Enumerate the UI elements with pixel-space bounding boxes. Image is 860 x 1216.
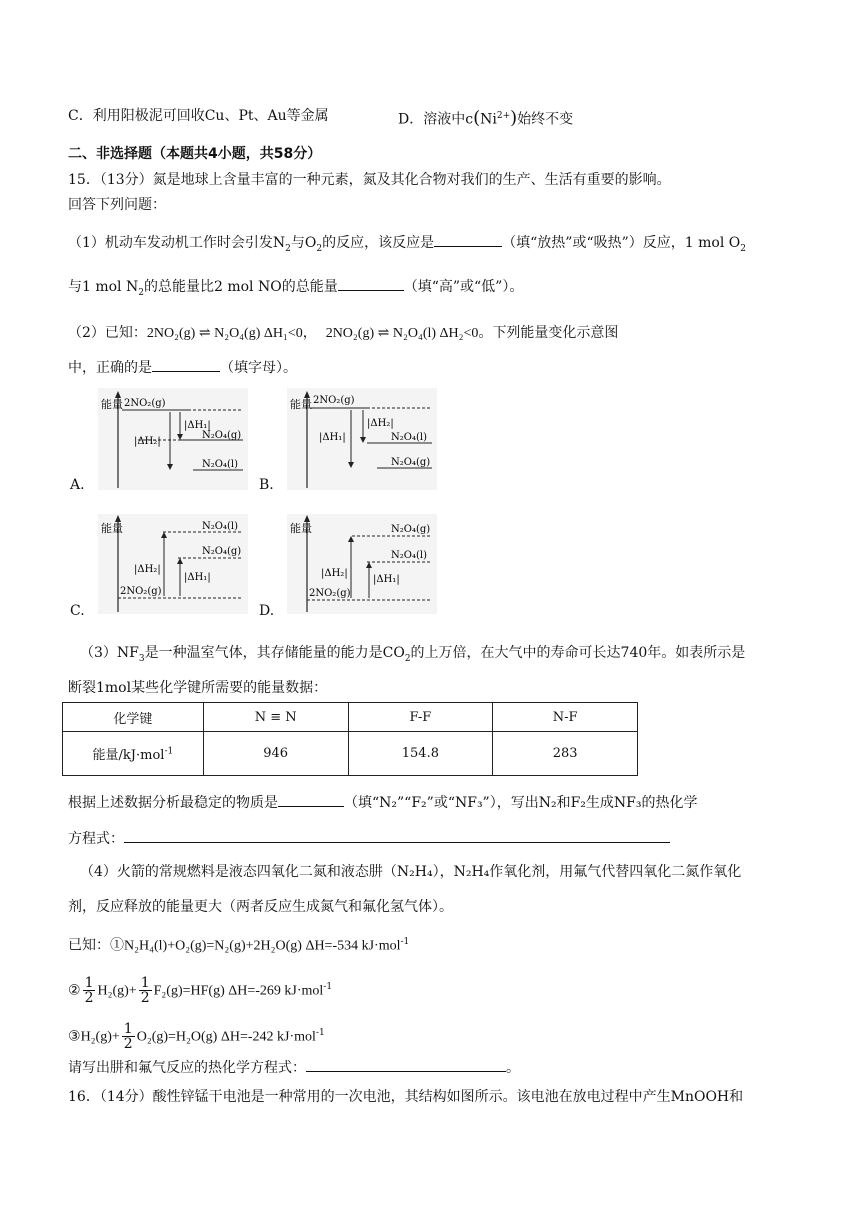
p1-b: 与O	[290, 235, 317, 251]
label-dh2: |ΔH₂|	[134, 436, 161, 447]
frac-num: 1	[84, 975, 94, 992]
p1-c: 的反应，该反应是	[322, 235, 435, 251]
eq2-index: ②	[68, 982, 81, 999]
p2-equation-2: 2NO₂(g) ⇌ N₂O₄(l) ΔH₂<0。	[325, 326, 493, 341]
option-d-suffix: 始终不变	[517, 111, 574, 128]
table-row	[63, 732, 638, 776]
answer-blank[interactable]	[338, 276, 404, 291]
label-n2o4l: N₂O₄(l)	[391, 550, 427, 561]
q15-part4-line2: 剂，反应释放的能量更大（两者反应生成氮气和氟化氢气体）。	[68, 899, 453, 915]
table-header: N-F	[493, 703, 638, 732]
answer-blank[interactable]	[278, 792, 344, 807]
diagram-option-a[interactable]: A.	[70, 477, 85, 493]
p1-e: 与1 mol N	[68, 279, 139, 295]
fraction	[83, 976, 96, 1005]
label-dh2: |ΔH₂|	[367, 418, 394, 429]
option-c-text: C．利用阳极泥可回收Cu、Pt、Au等金属	[68, 108, 329, 124]
label-2no2: 2NO₂(g)	[120, 586, 162, 597]
option-d-prefix: D．溶液中c	[398, 111, 474, 128]
label-dh1: |ΔH₁|	[184, 572, 211, 583]
p2-equation-1: 2NO₂(g) ⇌ N₂O₄(g) ΔH₁<0，	[146, 326, 317, 341]
q15-part2-line1	[68, 323, 618, 344]
q15-part1-line1: （1）机动车发动机工作时会引发$N_2$与$O_2$的反应，该反应是 （填“放热”或“吸热”）反应，1 mol $O_2$	[68, 232, 746, 259]
q15-part3-line1: $(3)NF_3$是一种温室气体，其存储能量的能力是$CO_2$的上万倍，在大气中的寿命可长达740年。如表所示是	[80, 645, 746, 664]
label-2no2: 2NO₂(g)	[313, 395, 355, 406]
label-n2o4g: N₂O₄(g)	[391, 457, 431, 468]
table-cell: 154.8	[348, 732, 493, 776]
label-n2o4l: N₂O₄(l)	[391, 432, 427, 443]
p4-end-tail: 。	[506, 1060, 520, 1076]
unit-sup: -1	[315, 1028, 325, 1038]
p1-g: （填“高”或“低”）。	[403, 279, 524, 295]
q16-intro: 16．（14分）酸性锌锰干电池是一种常用的一次电池，其结构如图所示。该电池在放电过程中产生MnOOH和	[68, 1089, 744, 1105]
row-label-sup: -1	[164, 746, 174, 757]
option-d-charge: 2+	[496, 111, 511, 121]
eq2-h2: H₂(g)+	[97, 983, 137, 999]
bond-energy-table	[62, 702, 638, 776]
unit-sup: -1	[323, 982, 333, 992]
p1-f: 的总能量比2 mol NO的总能量	[143, 279, 338, 295]
label-n2o4g: N₂O₄(g)	[391, 524, 431, 535]
q15-part3-line4	[68, 828, 670, 849]
label-dh1: |ΔH₁|	[373, 574, 400, 585]
p4-end: 请写出肼和氟气反应的热化学方程式：	[68, 1060, 306, 1076]
equation-1	[68, 932, 409, 957]
label-dh2: |ΔH₂|	[321, 568, 348, 579]
known-label: 已知：①	[68, 937, 124, 954]
answer-blank[interactable]	[306, 1057, 506, 1072]
label-n2o4g: N₂O₄(g)	[202, 546, 242, 557]
table-header: N ≡ N	[203, 703, 348, 732]
p1-a: （1）机动车发动机工作时会引发N	[68, 235, 286, 251]
equation-3	[68, 1016, 325, 1055]
label-dh2: |ΔH₂|	[134, 564, 161, 575]
q15-part4-final	[68, 1057, 520, 1078]
equation-2	[68, 970, 332, 1009]
eq3-index: ③	[68, 1028, 81, 1045]
eq3-h2: H₂(g)+	[80, 1029, 120, 1045]
q15-part2-line2	[68, 357, 297, 378]
label-n2o4l: N₂O₄(l)	[202, 459, 238, 470]
axis-label: 能量	[101, 398, 123, 411]
p2-a: （2）已知：	[68, 325, 147, 341]
p2-c: 中，正确的是	[68, 360, 152, 376]
equation-1-text: N₂H₄(l)+O₂(g)=N₂(g)+2H₂O(g) ΔH=-534 kJ·mol	[124, 938, 401, 954]
p3-g: 方程式：	[68, 831, 124, 847]
table-header: 化学键	[63, 703, 204, 732]
fraction	[122, 1022, 135, 1051]
table-cell: 283	[493, 732, 638, 776]
label-2no2: 2NO₂(g)	[309, 588, 351, 599]
p2-b: 下列能量变化示意图	[492, 325, 619, 341]
q15-prompt: 回答下列问题：	[68, 197, 166, 213]
q15-part3-line3	[68, 792, 697, 813]
frac-den: 2	[140, 990, 150, 1007]
answer-blank[interactable]	[152, 357, 220, 372]
table-cell: 946	[203, 732, 348, 776]
eq3-rest: O₂(g)=H₂O(g) ΔH=-242 kJ·mol	[136, 1029, 316, 1045]
eq2-rest: F₂(g)=HF(g) ΔH=-269 kJ·mol	[153, 983, 324, 999]
svg-text:能量: 能量	[290, 398, 312, 411]
diagram-option-c[interactable]: C.	[70, 603, 85, 619]
table-row-label	[63, 732, 204, 776]
energy-diagram-d	[287, 514, 437, 614]
table-header-row	[63, 703, 638, 732]
energy-diagram-b	[287, 388, 437, 490]
q14-option-d: D．溶液中$c(Ni^{2+})$始终不变	[398, 107, 574, 129]
label-dh1: |ΔH₁|	[184, 420, 211, 431]
q15-part1-line2: 与1 mol $N_2$的总能量比2 mol NO的总能量 （填“高”或“低”）。	[68, 276, 523, 303]
unit-sup: -1	[400, 937, 410, 947]
table-header: F-F	[348, 703, 493, 732]
q15-intro: 15．（13分）氮是地球上含量丰富的一种元素，氮及其化合物对我们的生产、生活有重要的影响。	[68, 172, 671, 188]
label-2no2: 2NO₂(g)	[124, 398, 166, 409]
p3-e: 根据上述数据分析最稳定的物质是	[68, 795, 278, 811]
energy-diagram-a	[98, 388, 248, 490]
fraction	[139, 976, 152, 1005]
option-d-ion: Ni	[480, 111, 497, 128]
p3-b: 是一种温室气体，其存储能量的能力是CO	[144, 645, 405, 661]
frac-num: 1	[140, 975, 150, 992]
svg-text:能量: 能量	[290, 522, 312, 535]
frac-den: 2	[84, 990, 94, 1007]
p3-a: （3）NF	[80, 645, 139, 661]
section-title: 二、非选择题（本题共4小题，共58分）	[68, 146, 322, 162]
p1-d: （填“放热”或“吸热”）反应，1 mol O	[502, 235, 741, 251]
frac-num: 1	[123, 1021, 133, 1038]
q14-option-c	[68, 106, 329, 126]
svg-text:能量: 能量	[101, 522, 123, 535]
label-n2o4g: N₂O₄(g)	[202, 430, 242, 441]
answer-blank[interactable]	[124, 828, 670, 843]
q15-part4-line1: （4）火箭的常规燃料是液态四氧化二氮和液态肼（N₂H₄），N₂H₄作氧化剂，用氟气代替四氧化二氮作氧化	[80, 864, 742, 880]
diagram-option-d[interactable]: D.	[259, 603, 275, 619]
label-dh1: |ΔH₁|	[319, 432, 346, 443]
answer-blank[interactable]	[434, 232, 502, 247]
diagram-option-b[interactable]: B.	[259, 477, 274, 493]
energy-diagram-c	[98, 514, 248, 614]
p2-d: （填字母）。	[220, 360, 297, 376]
label-n2o4l: N₂O₄(l)	[202, 521, 238, 532]
p3-f: （填“N₂”“F₂”或“NF₃”），写出N₂和F₂生成NF₃的热化学	[344, 795, 698, 811]
q15-part3-line2: 断裂1mol某些化学键所需要的能量数据：	[68, 680, 328, 696]
frac-den: 2	[123, 1036, 133, 1053]
row-label-text: 能量/kJ·mol	[92, 748, 165, 763]
p3-c: 的上万倍，在大气中的寿命可长达740年。如表所示是	[410, 645, 746, 661]
